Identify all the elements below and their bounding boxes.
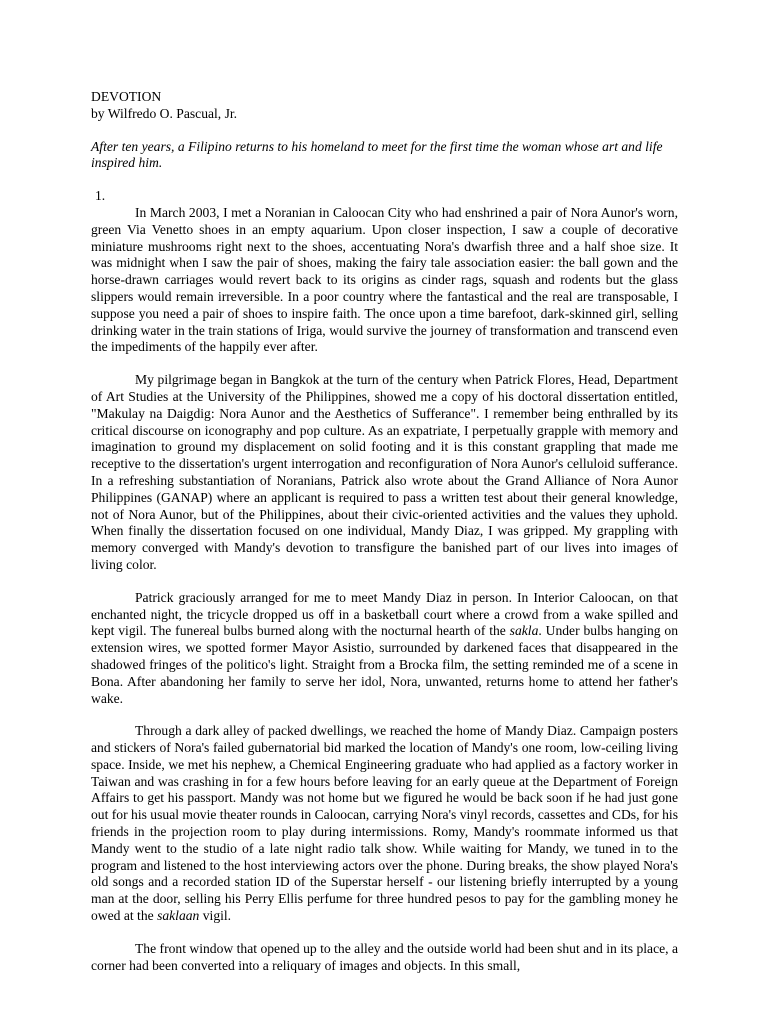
paragraph-5-text: The front window that opened up to the alley and the outside world had been shut and in its place, a corner had been converted into a reliquary of images and objects. In this small, xyxy=(91,940,678,973)
paragraph-3-text-a: Patrick graciously arranged for me to meet Mandy Diaz in person. In Interior Caloocan, on that enchanted night, the tricycle dropped us off in a basketball court where a crowd from a wake spilled and kept vigil. The funereal bulbs burned along with the nocturnal hearth of the xyxy=(91,589,678,639)
paragraph-2 xyxy=(91,372,678,574)
paragraph-1-text: In March 2003, I met a Noranian in Caloocan City who had enshrined a pair of Nora Aunor's worn, green Via Venetto shoes in an empty aquarium. Upon closer inspection, I saw a couple of decorative miniature mushrooms right next to the shoes, accentuating Nora's dwarfish three and a half shoe size. It was midnight when I saw the pair of shoes, making the fairy tale association easier: the ball gown and the horse-drawn carriages would revert back to its origins as cinder rags, squash and rodents but the glass slippers would remain irreversible. In a poor country where the fantastical and the real are transposable, I suppose you need a pair of shoes to inspire faith. The once upon a time barefoot, dark-skinned girl, selling drinking water in the train stations of Iriga, would survive the journey of transformation and transcend even the impediments of the happily ever after. xyxy=(91,204,678,355)
document-subtitle: After ten years, a Filipino returns to his homeland to meet for the first time the woman whose art and life inspired him. xyxy=(91,138,663,171)
paragraph-2-text: My pilgrimage began in Bangkok at the turn of the century when Patrick Flores, Head, Department of Art Studies at the University of the Philippines, showed me a copy of his doctoral dissertation entitled, "Makulay na Daigdig: Nora Aunor and the Aesthetics of Sufferance". I remember being enthralled by its critical discourse on iconography and pop culture. As an expatriate, I perpetually grapple with memory and imagination to ground my displacement on solid footing and it is this constant grappling that made me receptive to the dissertation's urgent interrogation and reconfiguration of Nora Aunor's celluloid sufferance. In a refreshing substantiation of Noranians, Patrick also wrote about the Grand Alliance of Nora Aunor Philippines (GANAP) where an applicant is required to pass a written test about their general knowledge, not of Nora Aunor, but of the Philippines, about their civic-oriented activities and the values they uphold. When finally the dissertation focused on one individual, Mandy Diaz, I was gripped. My grappling with memory converged with Mandy's devotion to transfigure the banished part of our lives into images of living color. xyxy=(91,372,678,572)
paragraph-1 xyxy=(91,205,678,356)
paragraph-4-italic-saklaan: saklaan xyxy=(157,908,200,924)
document-byline: by Wilfredo O. Pascual, Jr. xyxy=(91,105,238,121)
paragraph-4-text-a: Through a dark alley of packed dwellings, we reached the home of Mandy Diaz. Campaign posters and stickers of Nora's failed gubernatorial bid marked the location of Mandy's one room, low-ceiling living space. Inside, we met his nephew, a Chemical Engineering graduate who had applied as a factory worker in Taiwan and was crashing in for a few hours before leaving for an early queue at the Department of Foreign Affairs to get his passport. Mandy was not home but we figured he would be back soon if he had just gone out for his usual movie theater rounds in Caloocan, carrying Nora's vinyl records, cassettes and CDs, for his friends in the projection room to play during intermissions. Romy, Mandy's roommate informed us that Mandy went to the studio of a late night radio talk show. While waiting for Mandy, we tuned in to the program and listened to the host interviewing actors over the phone. During breaks, the show played Nora's old songs and a recorded station ID of the Superstar herself - our listening briefly interrupted by a young man at the door, selling his Perry Ellis perfume for three hundred pesos to pay for the gambling money he owed at the xyxy=(91,723,678,924)
paragraph-4 xyxy=(91,723,678,925)
section-number: 1. xyxy=(95,188,106,204)
document-page xyxy=(91,89,678,990)
document-body xyxy=(91,205,678,974)
paragraph-4-text-b: vigil. xyxy=(199,908,232,924)
document-title: DEVOTION xyxy=(91,89,162,104)
paragraph-3-text-b: . Under bulbs hanging on extension wires, we spotted former Mayor Asistio, surrounded by darkened faces that disappeared in the shadowed fringes of the politico's light. Straight from a Brocka film, the setting reminded me of a scene in Bona. After abandoning her family to serve her idol, Nora, unwanted, returns home to attend her father's wake. xyxy=(91,623,679,706)
paragraph-3 xyxy=(91,590,678,708)
paragraph-3-italic-sakla: sakla xyxy=(509,623,539,639)
paragraph-5 xyxy=(91,941,678,975)
